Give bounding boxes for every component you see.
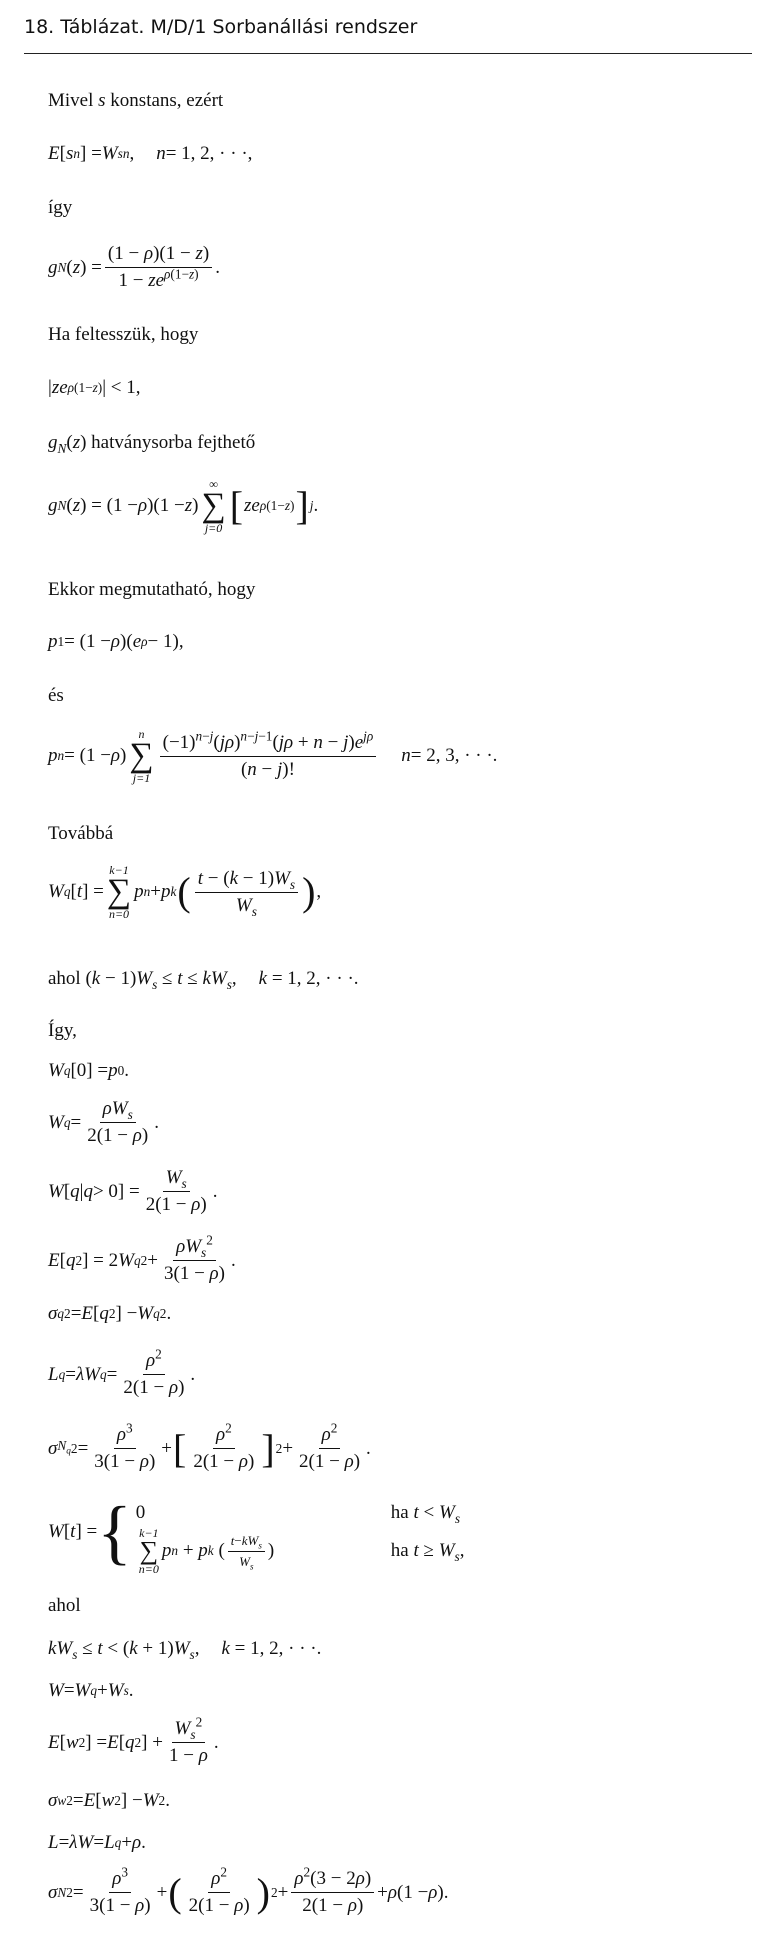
- equation-sigma-n: σ N 2 = $\frac{\rho^3}{3(1 - \rho)}$ + ( $\frac{\rho^2}{2(1 - \rho)}$ ) 2 + $\frac{\rho^2(3 - 2\rho)}{2(1 - \rho)}$ + ρ (1 − ρ ).: [48, 1864, 449, 1916]
- equation-wq: W q = $\frac{\rho W_s}{2(1 - \rho)}$ .: [48, 1098, 159, 1146]
- prose-igy2: Így,: [48, 1020, 77, 1041]
- equation-pn: p n = (1 − ρ ) n ∑ j=1 $\frac{(-1)^{n-j}(j\rho)^{n-j-1}(j\rho + n - j)e^{j\rho}}{(n - j)!}$ n = 2, 3, · · ·.: [48, 727, 498, 785]
- equation-ew2: E [ w 2 ] = E [ q 2 ] + $\frac{W_s^2}{1 - \rho}$ .: [48, 1714, 219, 1766]
- prose-ahol1: ahol $(k - 1)W_s \le t \le kW_s$, k = 1, 2, · · ·.: [48, 968, 359, 992]
- equation-l: L = λW = L q + ρ .: [48, 1832, 146, 1853]
- equation-eq2: E [ q 2 ] = 2 W q 2 + $\frac{\rho W_s^2}{3(1 - \rho)}$ .: [48, 1232, 236, 1284]
- equation-w-cond: W [ q | q > 0] = $\frac{W_s}{2(1 - \rho)}$ .: [48, 1167, 218, 1215]
- prose-tovabba: Továbbá: [48, 823, 114, 844]
- prose-mivel: Mivel s konstans, ezért: [48, 90, 224, 111]
- equation-sigma-q: σ q 2 = E [ q 2 ] − W q 2 .: [48, 1303, 172, 1324]
- prose-es: és: [48, 685, 64, 706]
- equation-sigma-nq: σ $N_q$ 2 = $\frac{\rho^3}{3(1 - \rho)}$ + [ $\frac{\rho^2}{2(1 - \rho)}$ ] 2 + $\frac{\rho^2}{2(1 - \rho)}$ .: [48, 1420, 371, 1472]
- prose-ha: Ha feltesszük, hogy: [48, 324, 199, 345]
- equation-condition: | ze ρ(1−z) | < 1,: [48, 377, 141, 398]
- prose-igy: így: [48, 197, 73, 218]
- equation-p1: p 1 = (1 − ρ )( e ρ − 1),: [48, 631, 184, 652]
- prose-ahol2: ahol: [48, 1595, 81, 1616]
- equation-w: W = W q + W s .: [48, 1680, 134, 1701]
- equation-wq0: W q [0] = p 0 .: [48, 1060, 130, 1081]
- prose-ekkor: Ekkor megmutatható, hogy: [48, 579, 256, 600]
- page-title: 18. Táblázat. M/D/1 Sorbanállási rendszer: [24, 16, 418, 38]
- equation-moments: E [ s n ] = W s n , n = 1, 2, · · ·,: [48, 143, 253, 164]
- equation-sigma-w: σ w 2 = E [ w 2 ] − W 2 .: [48, 1790, 170, 1811]
- prose-kws: $kW_s \le t < (k + 1)W_s$, k = 1, 2, · · ·.: [48, 1638, 322, 1662]
- equation-wq-t: W q [ t ] = k−1 ∑ n=0 p n + p k ( $\frac{t - (k - 1)W_s}{W_s}$ ) ,: [48, 863, 322, 921]
- case-lt: ha $t < W_s$: [390, 1502, 460, 1526]
- equation-wt-cases: W [ t ] = { 0 ha $t < W_s$ k−1 ∑ n=0 p n + p k ( $\frac{t-kW_s}{W_s}$ ) ha $t \ge W_s$,: [48, 1492, 465, 1576]
- equation-gn: g N ( z ) = $\frac{(1 - \rho)(1 - z)}{1 - ze^{\rho(1-z)}}$ .: [48, 243, 220, 291]
- case-ge: ha $t \ge W_s$,: [390, 1540, 465, 1564]
- prose-hatvany: $g_N(z)$ hatványsorba fejthető: [48, 432, 256, 456]
- equation-lq: L q = λW q = $\frac{\rho^2}{2(1 - \rho)}$ .: [48, 1346, 196, 1398]
- equation-series: g N ( z ) = (1 − ρ )(1 − z ) ∞ ∑ j=0 [ ze ρ(1−z) ] j .: [48, 477, 319, 535]
